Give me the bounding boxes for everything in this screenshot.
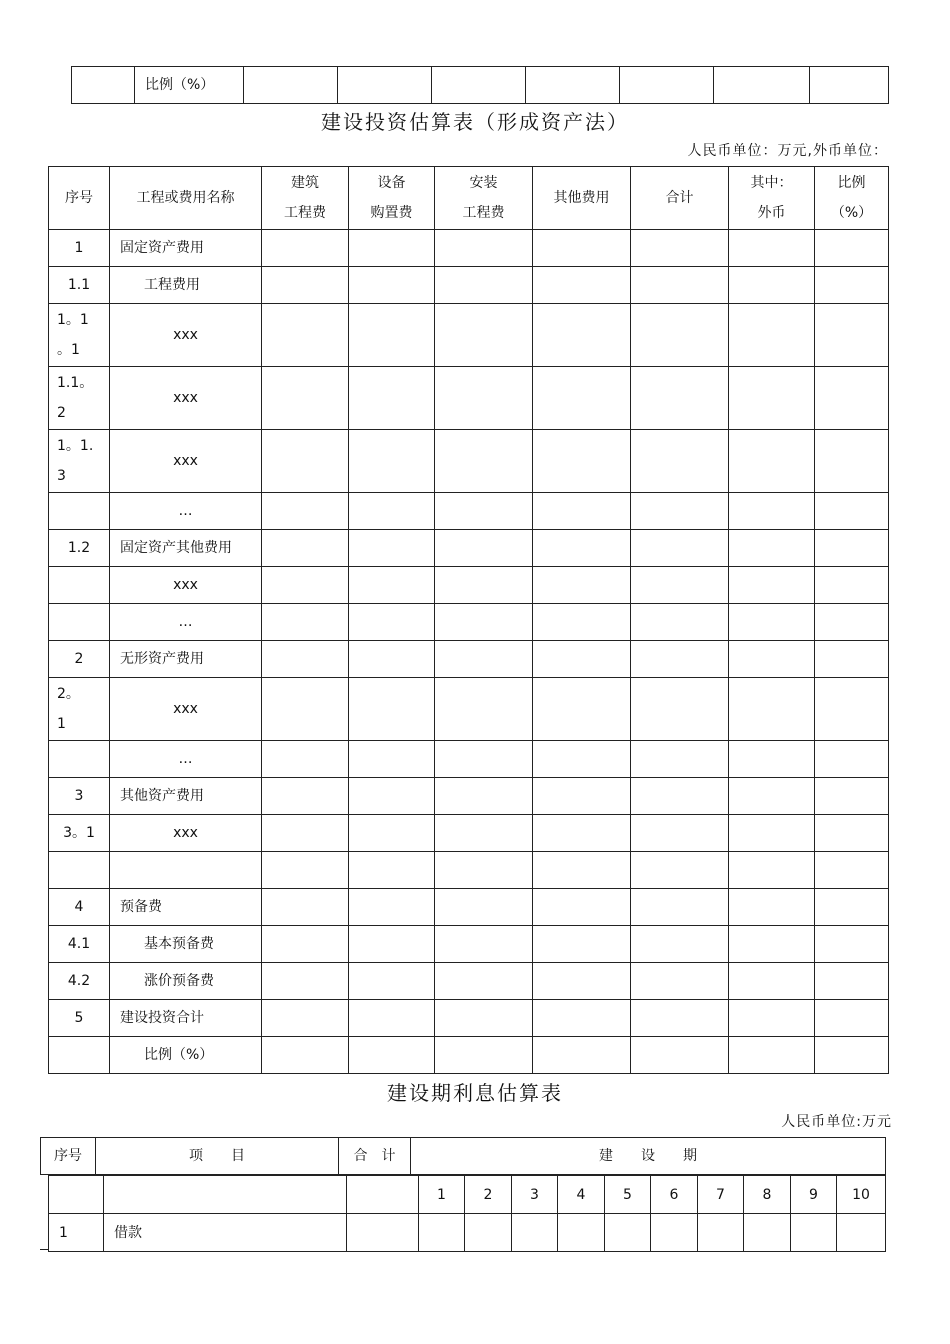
table-row [49, 530, 889, 567]
cell [631, 1000, 729, 1037]
cell [729, 493, 815, 530]
header-ratio: 比例 （%） [815, 167, 889, 230]
table-row [49, 678, 889, 741]
asset-table-unit: 人民币单位：万元,外币单位： [687, 143, 888, 159]
row-name: xxx [110, 567, 262, 604]
cell [432, 67, 526, 104]
table-row [49, 926, 889, 963]
cell [435, 304, 533, 367]
cell [349, 604, 435, 641]
cell [533, 1037, 631, 1074]
period-10: 10 [837, 1176, 886, 1214]
cell [349, 304, 435, 367]
row-seq: 3。1 [49, 815, 110, 852]
row-seq: 1。1 。1 [49, 304, 110, 367]
table-row [49, 852, 889, 889]
cell [435, 1037, 533, 1074]
period-row [49, 1176, 886, 1214]
row-name: … [110, 604, 262, 641]
cell [349, 267, 435, 304]
cell [349, 530, 435, 567]
period-6: 6 [651, 1176, 698, 1214]
cell [631, 230, 729, 267]
cell [729, 567, 815, 604]
cell [349, 852, 435, 889]
cell [744, 1214, 791, 1252]
cell [349, 230, 435, 267]
cell [435, 567, 533, 604]
header-building: 建筑 工程费 [262, 167, 349, 230]
cell [631, 741, 729, 778]
row-name: xxx [110, 367, 262, 430]
table-row [49, 778, 889, 815]
cell [631, 567, 729, 604]
table-row [49, 304, 889, 367]
header-total: 合 计 [339, 1138, 411, 1175]
cell [72, 67, 135, 104]
row-name: xxx [110, 430, 262, 493]
row-seq: 4.1 [49, 926, 110, 963]
cell [349, 815, 435, 852]
cell [349, 430, 435, 493]
cell [435, 493, 533, 530]
cell [533, 493, 631, 530]
cell [815, 641, 889, 678]
cell [349, 741, 435, 778]
cell [605, 1214, 651, 1252]
row-seq [49, 741, 110, 778]
interest-table-unit: 人民币单位:万元 [781, 1114, 892, 1130]
cell [533, 641, 631, 678]
cell [815, 778, 889, 815]
cell [815, 567, 889, 604]
cell [533, 604, 631, 641]
row-seq: 1.2 [49, 530, 110, 567]
cell [729, 778, 815, 815]
cell [729, 963, 815, 1000]
cell [262, 741, 349, 778]
cell [815, 530, 889, 567]
cell [349, 367, 435, 430]
row-seq: 4.2 [49, 963, 110, 1000]
cell [729, 1037, 815, 1074]
cell [729, 604, 815, 641]
cell [435, 530, 533, 567]
cell [815, 1000, 889, 1037]
ratio-label: 比例（%） [135, 67, 244, 104]
cell [262, 678, 349, 741]
cell [262, 641, 349, 678]
row-name: 固定资产费用 [110, 230, 262, 267]
cell [729, 852, 815, 889]
period-9: 9 [791, 1176, 837, 1214]
interest-table-header [40, 1137, 886, 1175]
cell [347, 1176, 419, 1214]
cell [815, 230, 889, 267]
cell [729, 1000, 815, 1037]
cell [620, 67, 714, 104]
cell [533, 778, 631, 815]
cell [526, 67, 620, 104]
cell [815, 963, 889, 1000]
row-name: … [110, 741, 262, 778]
row-seq: 5 [49, 1000, 110, 1037]
row-seq: 4 [49, 889, 110, 926]
table-row [49, 430, 889, 493]
cell [349, 641, 435, 678]
table-row [49, 815, 889, 852]
header-name: 工程或费用名称 [110, 167, 262, 230]
cell [533, 852, 631, 889]
cell [815, 815, 889, 852]
cell [435, 230, 533, 267]
cell [435, 604, 533, 641]
cell [815, 926, 889, 963]
table-row [72, 67, 889, 104]
period-8: 8 [744, 1176, 791, 1214]
cell [435, 889, 533, 926]
row-name: 建设投资合计 [110, 1000, 262, 1037]
row-seq: 2。 1 [49, 678, 110, 741]
cell [435, 963, 533, 1000]
header-row [41, 1138, 886, 1175]
cell [729, 367, 815, 430]
header-seq: 序号 [41, 1138, 96, 1175]
cell [338, 67, 432, 104]
cell [349, 889, 435, 926]
cell [349, 778, 435, 815]
row-name: 涨价预备费 [110, 963, 262, 1000]
cell [465, 1214, 512, 1252]
row-name: 固定资产其他费用 [110, 530, 262, 567]
cell [729, 889, 815, 926]
cell [815, 493, 889, 530]
cell [651, 1214, 698, 1252]
cell [631, 304, 729, 367]
cell [244, 67, 338, 104]
table-edge-line [40, 1249, 48, 1250]
table-row [49, 1037, 889, 1074]
row-name: 工程费用 [110, 267, 262, 304]
cell [435, 430, 533, 493]
cell [435, 678, 533, 741]
period-3: 3 [512, 1176, 558, 1214]
cell [262, 1000, 349, 1037]
cell [533, 815, 631, 852]
cell [435, 367, 533, 430]
cell [262, 230, 349, 267]
cell [714, 67, 810, 104]
header-item: 项 目 [96, 1138, 339, 1175]
cell [631, 926, 729, 963]
cell [631, 493, 729, 530]
cell [533, 267, 631, 304]
cell [815, 1037, 889, 1074]
cell [262, 604, 349, 641]
header-row [49, 167, 889, 230]
cell [698, 1214, 744, 1252]
cell [631, 852, 729, 889]
cell [262, 267, 349, 304]
period-2: 2 [465, 1176, 512, 1214]
cell [533, 889, 631, 926]
cell [435, 641, 533, 678]
row-name: xxx [110, 304, 262, 367]
cell [262, 815, 349, 852]
cell [729, 267, 815, 304]
cell [815, 430, 889, 493]
cell [729, 741, 815, 778]
cell [435, 815, 533, 852]
cell [729, 926, 815, 963]
cell [349, 678, 435, 741]
cell [729, 230, 815, 267]
previous-table-fragment [71, 66, 889, 104]
cell [419, 1214, 465, 1252]
cell [631, 678, 729, 741]
cell [815, 889, 889, 926]
row-name: 预备费 [110, 889, 262, 926]
row-name: xxx [110, 678, 262, 741]
cell [262, 493, 349, 530]
row-name: xxx [110, 815, 262, 852]
table-row [49, 604, 889, 641]
cell [262, 430, 349, 493]
header-foreign: 其中： 外币 [729, 167, 815, 230]
table-row [49, 493, 889, 530]
cell [631, 530, 729, 567]
cell [435, 926, 533, 963]
row-seq [49, 1037, 110, 1074]
cell [349, 493, 435, 530]
row-name: 基本预备费 [110, 926, 262, 963]
cell [533, 230, 631, 267]
cell [533, 1000, 631, 1037]
cell [815, 852, 889, 889]
cell [791, 1214, 837, 1252]
row-name: 其他资产费用 [110, 778, 262, 815]
cell [729, 530, 815, 567]
interest-table-title: 建设期利息估算表 [387, 1081, 563, 1105]
cell [558, 1214, 605, 1252]
cell [262, 367, 349, 430]
table-row [49, 567, 889, 604]
cell [631, 367, 729, 430]
period-7: 7 [698, 1176, 744, 1214]
cell [533, 367, 631, 430]
table-row [49, 889, 889, 926]
cell [631, 267, 729, 304]
cell [533, 530, 631, 567]
asset-estimate-table [48, 166, 889, 1074]
cell [262, 567, 349, 604]
cell [837, 1214, 886, 1252]
cell [347, 1214, 419, 1252]
cell [533, 678, 631, 741]
cell [815, 304, 889, 367]
cell [49, 1176, 104, 1214]
row-seq: 1.1 [49, 267, 110, 304]
cell [815, 267, 889, 304]
cell [262, 963, 349, 1000]
cell [533, 430, 631, 493]
interest-table [48, 1175, 886, 1252]
cell [533, 963, 631, 1000]
cell [533, 926, 631, 963]
cell [533, 741, 631, 778]
cell [262, 530, 349, 567]
header-total: 合计 [631, 167, 729, 230]
row-name: … [110, 493, 262, 530]
cell [631, 430, 729, 493]
table-row [49, 963, 889, 1000]
period-1: 1 [419, 1176, 465, 1214]
row-seq: 2 [49, 641, 110, 678]
table-row [49, 641, 889, 678]
table-row [49, 230, 889, 267]
row-seq: 1 [49, 230, 110, 267]
cell [435, 741, 533, 778]
cell [631, 604, 729, 641]
table-row [49, 367, 889, 430]
cell [349, 1000, 435, 1037]
cell [815, 604, 889, 641]
cell [729, 304, 815, 367]
cell [631, 1037, 729, 1074]
cell [631, 778, 729, 815]
cell [631, 641, 729, 678]
row-seq: 3 [49, 778, 110, 815]
row-seq: 1 [49, 1214, 104, 1252]
cell [435, 1000, 533, 1037]
row-name [110, 852, 262, 889]
row-seq [49, 567, 110, 604]
table-row [49, 1214, 886, 1252]
period-4: 4 [558, 1176, 605, 1214]
header-install: 安装 工程费 [435, 167, 533, 230]
cell [262, 852, 349, 889]
cell [104, 1176, 347, 1214]
cell [435, 778, 533, 815]
row-seq [49, 493, 110, 530]
row-name: 无形资产费用 [110, 641, 262, 678]
table-row [49, 267, 889, 304]
cell [631, 815, 729, 852]
period-5: 5 [605, 1176, 651, 1214]
cell [815, 678, 889, 741]
row-seq: 1.1。 2 [49, 367, 110, 430]
cell [262, 926, 349, 963]
cell [349, 567, 435, 604]
cell [262, 778, 349, 815]
table-row [49, 1000, 889, 1037]
cell [533, 567, 631, 604]
cell [435, 267, 533, 304]
row-seq [49, 604, 110, 641]
header-period: 建 设 期 [411, 1138, 886, 1175]
cell [349, 963, 435, 1000]
row-seq [49, 852, 110, 889]
cell [729, 430, 815, 493]
cell [810, 67, 889, 104]
row-item: 借款 [104, 1214, 347, 1252]
row-name: 比例（%） [110, 1037, 262, 1074]
row-seq: 1。1. 3 [49, 430, 110, 493]
cell [631, 963, 729, 1000]
asset-table-title: 建设投资估算表（形成资产法） [321, 110, 629, 134]
cell [815, 367, 889, 430]
cell [729, 678, 815, 741]
table-row [49, 741, 889, 778]
cell [533, 304, 631, 367]
cell [631, 889, 729, 926]
header-equipment: 设备 购置费 [349, 167, 435, 230]
header-seq: 序号 [49, 167, 110, 230]
cell [815, 741, 889, 778]
cell [729, 641, 815, 678]
cell [729, 815, 815, 852]
cell [349, 926, 435, 963]
cell [262, 1037, 349, 1074]
cell [435, 852, 533, 889]
cell [512, 1214, 558, 1252]
cell [262, 889, 349, 926]
cell [262, 304, 349, 367]
cell [349, 1037, 435, 1074]
header-other: 其他费用 [533, 167, 631, 230]
